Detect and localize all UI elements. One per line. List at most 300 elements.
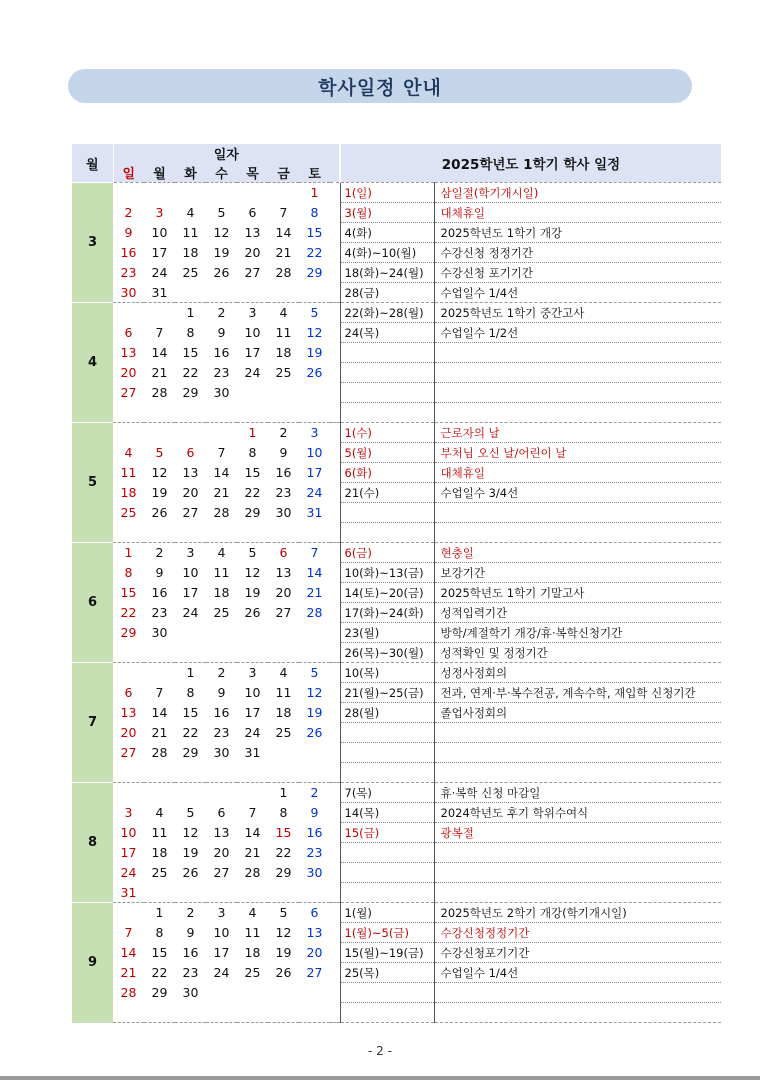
event-description: 대체휴일 — [434, 203, 721, 223]
calendar-day: 15 — [120, 585, 137, 600]
week-row — [72, 543, 721, 563]
calendar-day: 29 — [182, 385, 199, 400]
header-dates: 일자 — [113, 144, 340, 163]
calendar-day: 25 — [151, 865, 168, 880]
calendar-day: 30 — [182, 985, 199, 1000]
calendar-day — [206, 283, 237, 303]
calendar-day: 6 — [268, 543, 299, 563]
calendar-day: 19 — [306, 705, 323, 720]
calendar-spacer — [330, 823, 340, 843]
event-date — [340, 863, 434, 883]
calendar-day — [175, 283, 206, 303]
event-description: 2025학년도 2학기 개강(학기개시일) — [434, 903, 721, 923]
calendar-day: 5 — [186, 805, 195, 820]
week-row — [72, 943, 721, 963]
calendar-day: 19 — [275, 945, 292, 960]
calendar-day: 7 — [299, 543, 330, 563]
event-description: 수업일수 1/2선 — [434, 323, 721, 343]
calendar-day: 13 — [244, 225, 261, 240]
calendar-spacer — [330, 943, 340, 963]
calendar-day — [299, 763, 330, 783]
calendar-day — [175, 623, 206, 643]
calendar-day: 26 — [244, 605, 261, 620]
calendar-spacer — [330, 263, 340, 283]
calendar-spacer — [330, 723, 340, 743]
calendar-day: 13 — [213, 825, 230, 840]
calendar-day — [175, 643, 206, 663]
calendar-day: 18 — [120, 485, 137, 500]
calendar-day — [113, 1003, 144, 1023]
calendar-day — [237, 643, 268, 663]
calendar-spacer — [330, 223, 340, 243]
calendar-day: 5 — [217, 205, 226, 220]
calendar-day: 5 — [299, 663, 330, 683]
calendar-day: 3 — [206, 903, 237, 923]
calendar-day — [175, 1003, 206, 1023]
calendar-day: 12 — [244, 565, 261, 580]
calendar-day: 13 — [120, 705, 137, 720]
calendar-day — [113, 663, 144, 683]
week-row — [72, 783, 721, 803]
calendar-day — [268, 763, 299, 783]
calendar-day — [299, 523, 330, 543]
calendar-day: 24 — [182, 605, 199, 620]
event-description: 수강신청 정정기간 — [434, 243, 721, 263]
calendar-day: 10 — [151, 225, 168, 240]
calendar-day: 10 — [213, 925, 230, 940]
calendar-day — [299, 1003, 330, 1023]
calendar-day — [268, 1003, 299, 1023]
calendar-day: 21 — [213, 485, 230, 500]
calendar-day: 29 — [306, 265, 323, 280]
calendar-day: 24 — [306, 485, 323, 500]
calendar-day: 29 — [275, 865, 292, 880]
calendar-day: 28 — [151, 385, 168, 400]
calendar-day: 28 — [120, 985, 137, 1000]
calendar-day: 26 — [213, 265, 230, 280]
calendar-day: 2 — [206, 303, 237, 323]
calendar-day: 5 — [299, 303, 330, 323]
calendar-day — [175, 763, 206, 783]
calendar-day: 25 — [275, 725, 292, 740]
week-row — [72, 843, 721, 863]
calendar-day: 8 — [279, 805, 288, 820]
event-description — [434, 523, 721, 543]
calendar-day: 22 — [182, 725, 199, 740]
event-description: 성적입력기간 — [434, 603, 721, 623]
event-date: 1(수) — [340, 423, 434, 443]
event-description: 2025학년도 1학기 기말고사 — [434, 583, 721, 603]
calendar-day — [206, 523, 237, 543]
week-row — [72, 723, 721, 743]
calendar-day: 24 — [244, 725, 261, 740]
calendar-day: 3 — [299, 423, 330, 443]
calendar-day: 9 — [279, 445, 288, 460]
calendar-day: 8 — [186, 325, 195, 340]
weekday-thu: 목 — [237, 163, 268, 183]
calendar-day: 24 — [120, 865, 137, 880]
title-banner — [68, 69, 692, 103]
calendar-day: 12 — [306, 685, 323, 700]
event-date: 6(금) — [340, 543, 434, 563]
calendar-spacer — [330, 663, 340, 683]
event-description — [434, 743, 721, 763]
month-label: 4 — [72, 303, 113, 423]
week-row — [72, 583, 721, 603]
week-row — [72, 503, 721, 523]
calendar-day — [237, 623, 268, 643]
event-description: 수강신청정정기간 — [434, 923, 721, 943]
calendar-day — [299, 383, 330, 403]
calendar-day — [237, 983, 268, 1003]
calendar-day: 15 — [182, 345, 199, 360]
calendar-day — [175, 523, 206, 543]
calendar-day: 27 — [213, 865, 230, 880]
schedule-table — [72, 144, 721, 1023]
event-date — [340, 983, 434, 1003]
calendar-day: 24 — [244, 365, 261, 380]
week-row — [72, 923, 721, 943]
week-row — [72, 443, 721, 463]
calendar-day: 30 — [213, 745, 230, 760]
calendar-day: 27 — [120, 385, 137, 400]
calendar-day: 1 — [175, 303, 206, 323]
event-date: 4(화)~10(월) — [340, 243, 434, 263]
calendar-day: 27 — [306, 965, 323, 980]
week-row — [72, 223, 721, 243]
month-label: 8 — [72, 783, 113, 903]
calendar-day: 29 — [182, 745, 199, 760]
calendar-day: 16 — [151, 585, 168, 600]
calendar-day — [113, 183, 144, 203]
event-date — [340, 883, 434, 903]
calendar-day: 23 — [275, 485, 292, 500]
calendar-day — [144, 883, 175, 903]
calendar-day: 22 — [275, 845, 292, 860]
week-row — [72, 763, 721, 783]
week-row — [72, 363, 721, 383]
calendar-day: 11 — [120, 465, 137, 480]
event-date — [340, 843, 434, 863]
calendar-day: 26 — [306, 365, 323, 380]
calendar-day: 29 — [120, 625, 137, 640]
event-description — [434, 983, 721, 1003]
calendar-day — [268, 403, 299, 423]
event-date: 1(일) — [340, 183, 434, 203]
calendar-day: 23 — [213, 725, 230, 740]
calendar-day: 22 — [182, 365, 199, 380]
calendar-day: 6 — [299, 903, 330, 923]
calendar-day: 7 — [124, 925, 133, 940]
week-row — [72, 683, 721, 703]
event-description: 대체휴일 — [434, 463, 721, 483]
calendar-day: 1 — [299, 183, 330, 203]
calendar-day — [206, 783, 237, 803]
weekday-sat: 토 — [299, 163, 330, 183]
event-description: 2025학년도 1학기 중간고사 — [434, 303, 721, 323]
calendar-day — [206, 403, 237, 423]
calendar-day: 27 — [275, 605, 292, 620]
event-date: 17(화)~24(화) — [340, 603, 434, 623]
calendar-day: 12 — [213, 225, 230, 240]
calendar-day: 19 — [151, 485, 168, 500]
calendar-day: 12 — [306, 325, 323, 340]
event-description — [434, 503, 721, 523]
calendar-day — [144, 523, 175, 543]
calendar-day: 17 — [182, 585, 199, 600]
event-date: 21(월)~25(금) — [340, 683, 434, 703]
week-row — [72, 983, 721, 1003]
calendar-day — [206, 183, 237, 203]
calendar-day — [144, 403, 175, 423]
calendar-day — [113, 643, 144, 663]
event-description: 삼일절(학기개시일) — [434, 183, 721, 203]
event-description: 성정사정회의 — [434, 663, 721, 683]
calendar-day: 15 — [244, 465, 261, 480]
calendar-day — [299, 403, 330, 423]
calendar-day: 23 — [151, 605, 168, 620]
calendar-day: 31 — [151, 284, 168, 300]
event-date: 3(월) — [340, 203, 434, 223]
calendar-day: 7 — [248, 805, 257, 820]
calendar-day: 9 — [310, 805, 319, 820]
calendar-day: 30 — [275, 505, 292, 520]
calendar-day: 25 — [275, 365, 292, 380]
calendar-day — [144, 783, 175, 803]
calendar-day: 6 — [248, 205, 257, 220]
calendar-spacer — [330, 963, 340, 983]
calendar-day: 24 — [151, 265, 168, 280]
event-date — [340, 523, 434, 543]
calendar-day: 21 — [120, 965, 137, 980]
calendar-spacer — [330, 683, 340, 703]
calendar-day: 9 — [155, 565, 164, 580]
calendar-day: 15 — [275, 825, 292, 840]
calendar-day: 2 — [124, 205, 133, 220]
calendar-day: 18 — [244, 945, 261, 960]
event-description — [434, 343, 721, 363]
event-date: 5(월) — [340, 443, 434, 463]
calendar-day: 17 — [120, 845, 137, 860]
event-date: 22(화)~28(월) — [340, 303, 434, 323]
calendar-day: 29 — [151, 985, 168, 1000]
calendar-spacer — [330, 843, 340, 863]
calendar-spacer — [330, 203, 340, 223]
calendar-day: 2 — [268, 423, 299, 443]
calendar-day: 20 — [244, 245, 261, 260]
week-row — [72, 563, 721, 583]
calendar-day: 16 — [120, 245, 137, 260]
event-description: 성적확인 및 정정기간 — [434, 643, 721, 663]
event-date — [340, 503, 434, 523]
calendar-day: 20 — [120, 725, 137, 740]
calendar-spacer — [330, 543, 340, 563]
event-description: 광복절 — [434, 823, 721, 843]
event-date — [340, 383, 434, 403]
calendar-day: 8 — [155, 925, 164, 940]
week-row — [72, 643, 721, 663]
event-date: 21(수) — [340, 483, 434, 503]
event-description: 근로자의 날 — [434, 423, 721, 443]
weekday-fri: 금 — [268, 163, 299, 183]
event-date: 10(목) — [340, 663, 434, 683]
event-description — [434, 363, 721, 383]
calendar-day: 18 — [275, 345, 292, 360]
calendar-day: 4 — [237, 903, 268, 923]
calendar-day — [237, 523, 268, 543]
weekday-sun: 일 — [113, 163, 144, 183]
calendar-spacer — [330, 363, 340, 383]
week-row — [72, 703, 721, 723]
calendar-day — [144, 303, 175, 323]
calendar-day — [113, 783, 144, 803]
event-description — [434, 723, 721, 743]
calendar-day: 18 — [151, 845, 168, 860]
calendar-spacer — [330, 623, 340, 643]
calendar-spacer — [330, 983, 340, 1003]
calendar-day: 6 — [124, 325, 133, 340]
calendar-day: 9 — [124, 225, 133, 240]
month-label: 3 — [72, 183, 113, 303]
event-date: 15(월)~19(금) — [340, 943, 434, 963]
calendar-day — [237, 763, 268, 783]
event-date: 23(월) — [340, 623, 434, 643]
week-row — [72, 183, 721, 203]
calendar-day: 5 — [155, 445, 164, 460]
calendar-day: 16 — [213, 345, 230, 360]
calendar-day: 14 — [306, 565, 323, 580]
calendar-spacer — [330, 863, 340, 883]
calendar-day: 25 — [182, 265, 199, 280]
event-date: 28(금) — [340, 283, 434, 303]
calendar-day — [237, 383, 268, 403]
calendar-spacer — [330, 923, 340, 943]
calendar-day — [175, 883, 206, 903]
event-description — [434, 383, 721, 403]
event-date — [340, 363, 434, 383]
week-row — [72, 383, 721, 403]
calendar-day: 16 — [306, 825, 323, 840]
calendar-day: 2 — [144, 543, 175, 563]
calendar-day: 18 — [275, 705, 292, 720]
event-date — [340, 403, 434, 423]
calendar-day: 10 — [244, 325, 261, 340]
calendar-spacer — [330, 643, 340, 663]
calendar-day: 12 — [151, 465, 168, 480]
calendar-day: 14 — [151, 345, 168, 360]
week-row — [72, 483, 721, 503]
page-title: 학사일정 안내 — [318, 76, 442, 99]
event-date: 1(월) — [340, 903, 434, 923]
calendar-spacer — [330, 463, 340, 483]
calendar-day: 31 — [244, 745, 261, 760]
calendar-day: 8 — [186, 685, 195, 700]
calendar-day: 17 — [244, 705, 261, 720]
event-description: 보강기간 — [434, 563, 721, 583]
calendar-day: 4 — [155, 805, 164, 820]
calendar-day: 11 — [244, 925, 261, 940]
calendar-day: 7 — [217, 445, 226, 460]
week-row — [72, 663, 721, 683]
week-row — [72, 403, 721, 423]
week-row — [72, 623, 721, 643]
calendar-day: 6 — [124, 685, 133, 700]
week-row — [72, 243, 721, 263]
calendar-spacer — [330, 443, 340, 463]
event-date: 18(화)~24(월) — [340, 263, 434, 283]
calendar-day: 14 — [151, 705, 168, 720]
calendar-day — [299, 283, 330, 303]
week-row — [72, 603, 721, 623]
week-row — [72, 343, 721, 363]
calendar-day: 10 — [306, 445, 323, 460]
calendar-day — [237, 783, 268, 803]
calendar-day: 9 — [217, 685, 226, 700]
header-spacer — [330, 163, 340, 183]
week-row — [72, 263, 721, 283]
calendar-spacer — [330, 743, 340, 763]
calendar-day: 23 — [182, 965, 199, 980]
week-row — [72, 823, 721, 843]
calendar-day: 26 — [306, 725, 323, 740]
calendar-spacer — [330, 783, 340, 803]
calendar-day — [113, 523, 144, 543]
calendar-day: 2 — [299, 783, 330, 803]
calendar-day — [144, 423, 175, 443]
calendar-day — [268, 623, 299, 643]
calendar-spacer — [330, 183, 340, 203]
calendar-day: 23 — [306, 845, 323, 860]
calendar-day: 26 — [151, 505, 168, 520]
calendar-spacer — [330, 1003, 340, 1023]
event-date: 10(화)~13(금) — [340, 563, 434, 583]
calendar-day: 13 — [120, 345, 137, 360]
calendar-day: 6 — [217, 805, 226, 820]
calendar-day — [144, 1003, 175, 1023]
calendar-day: 1 — [175, 663, 206, 683]
calendar-day: 3 — [124, 805, 133, 820]
week-row — [72, 963, 721, 983]
calendar-day — [268, 983, 299, 1003]
calendar-day — [206, 623, 237, 643]
calendar-day: 20 — [213, 845, 230, 860]
calendar-day: 3 — [155, 205, 164, 220]
calendar-day: 14 — [275, 225, 292, 240]
week-row — [72, 903, 721, 923]
event-date: 15(금) — [340, 823, 434, 843]
calendar-spacer — [330, 403, 340, 423]
calendar-day: 22 — [120, 605, 137, 620]
calendar-day: 21 — [244, 845, 261, 860]
week-row — [72, 423, 721, 443]
event-date — [340, 343, 434, 363]
calendar-day — [206, 423, 237, 443]
calendar-day: 21 — [151, 725, 168, 740]
calendar-day: 4 — [124, 445, 133, 460]
event-description: 부처님 오신 날/어린이 날 — [434, 443, 721, 463]
calendar-day: 30 — [151, 625, 168, 640]
calendar-day: 18 — [213, 585, 230, 600]
event-date: 14(목) — [340, 803, 434, 823]
calendar-day: 27 — [120, 745, 137, 760]
week-row — [72, 463, 721, 483]
event-date: 4(화) — [340, 223, 434, 243]
calendar-day: 4 — [268, 303, 299, 323]
calendar-day: 12 — [275, 925, 292, 940]
calendar-day: 30 — [306, 865, 323, 880]
event-date — [340, 763, 434, 783]
calendar-day — [268, 883, 299, 903]
